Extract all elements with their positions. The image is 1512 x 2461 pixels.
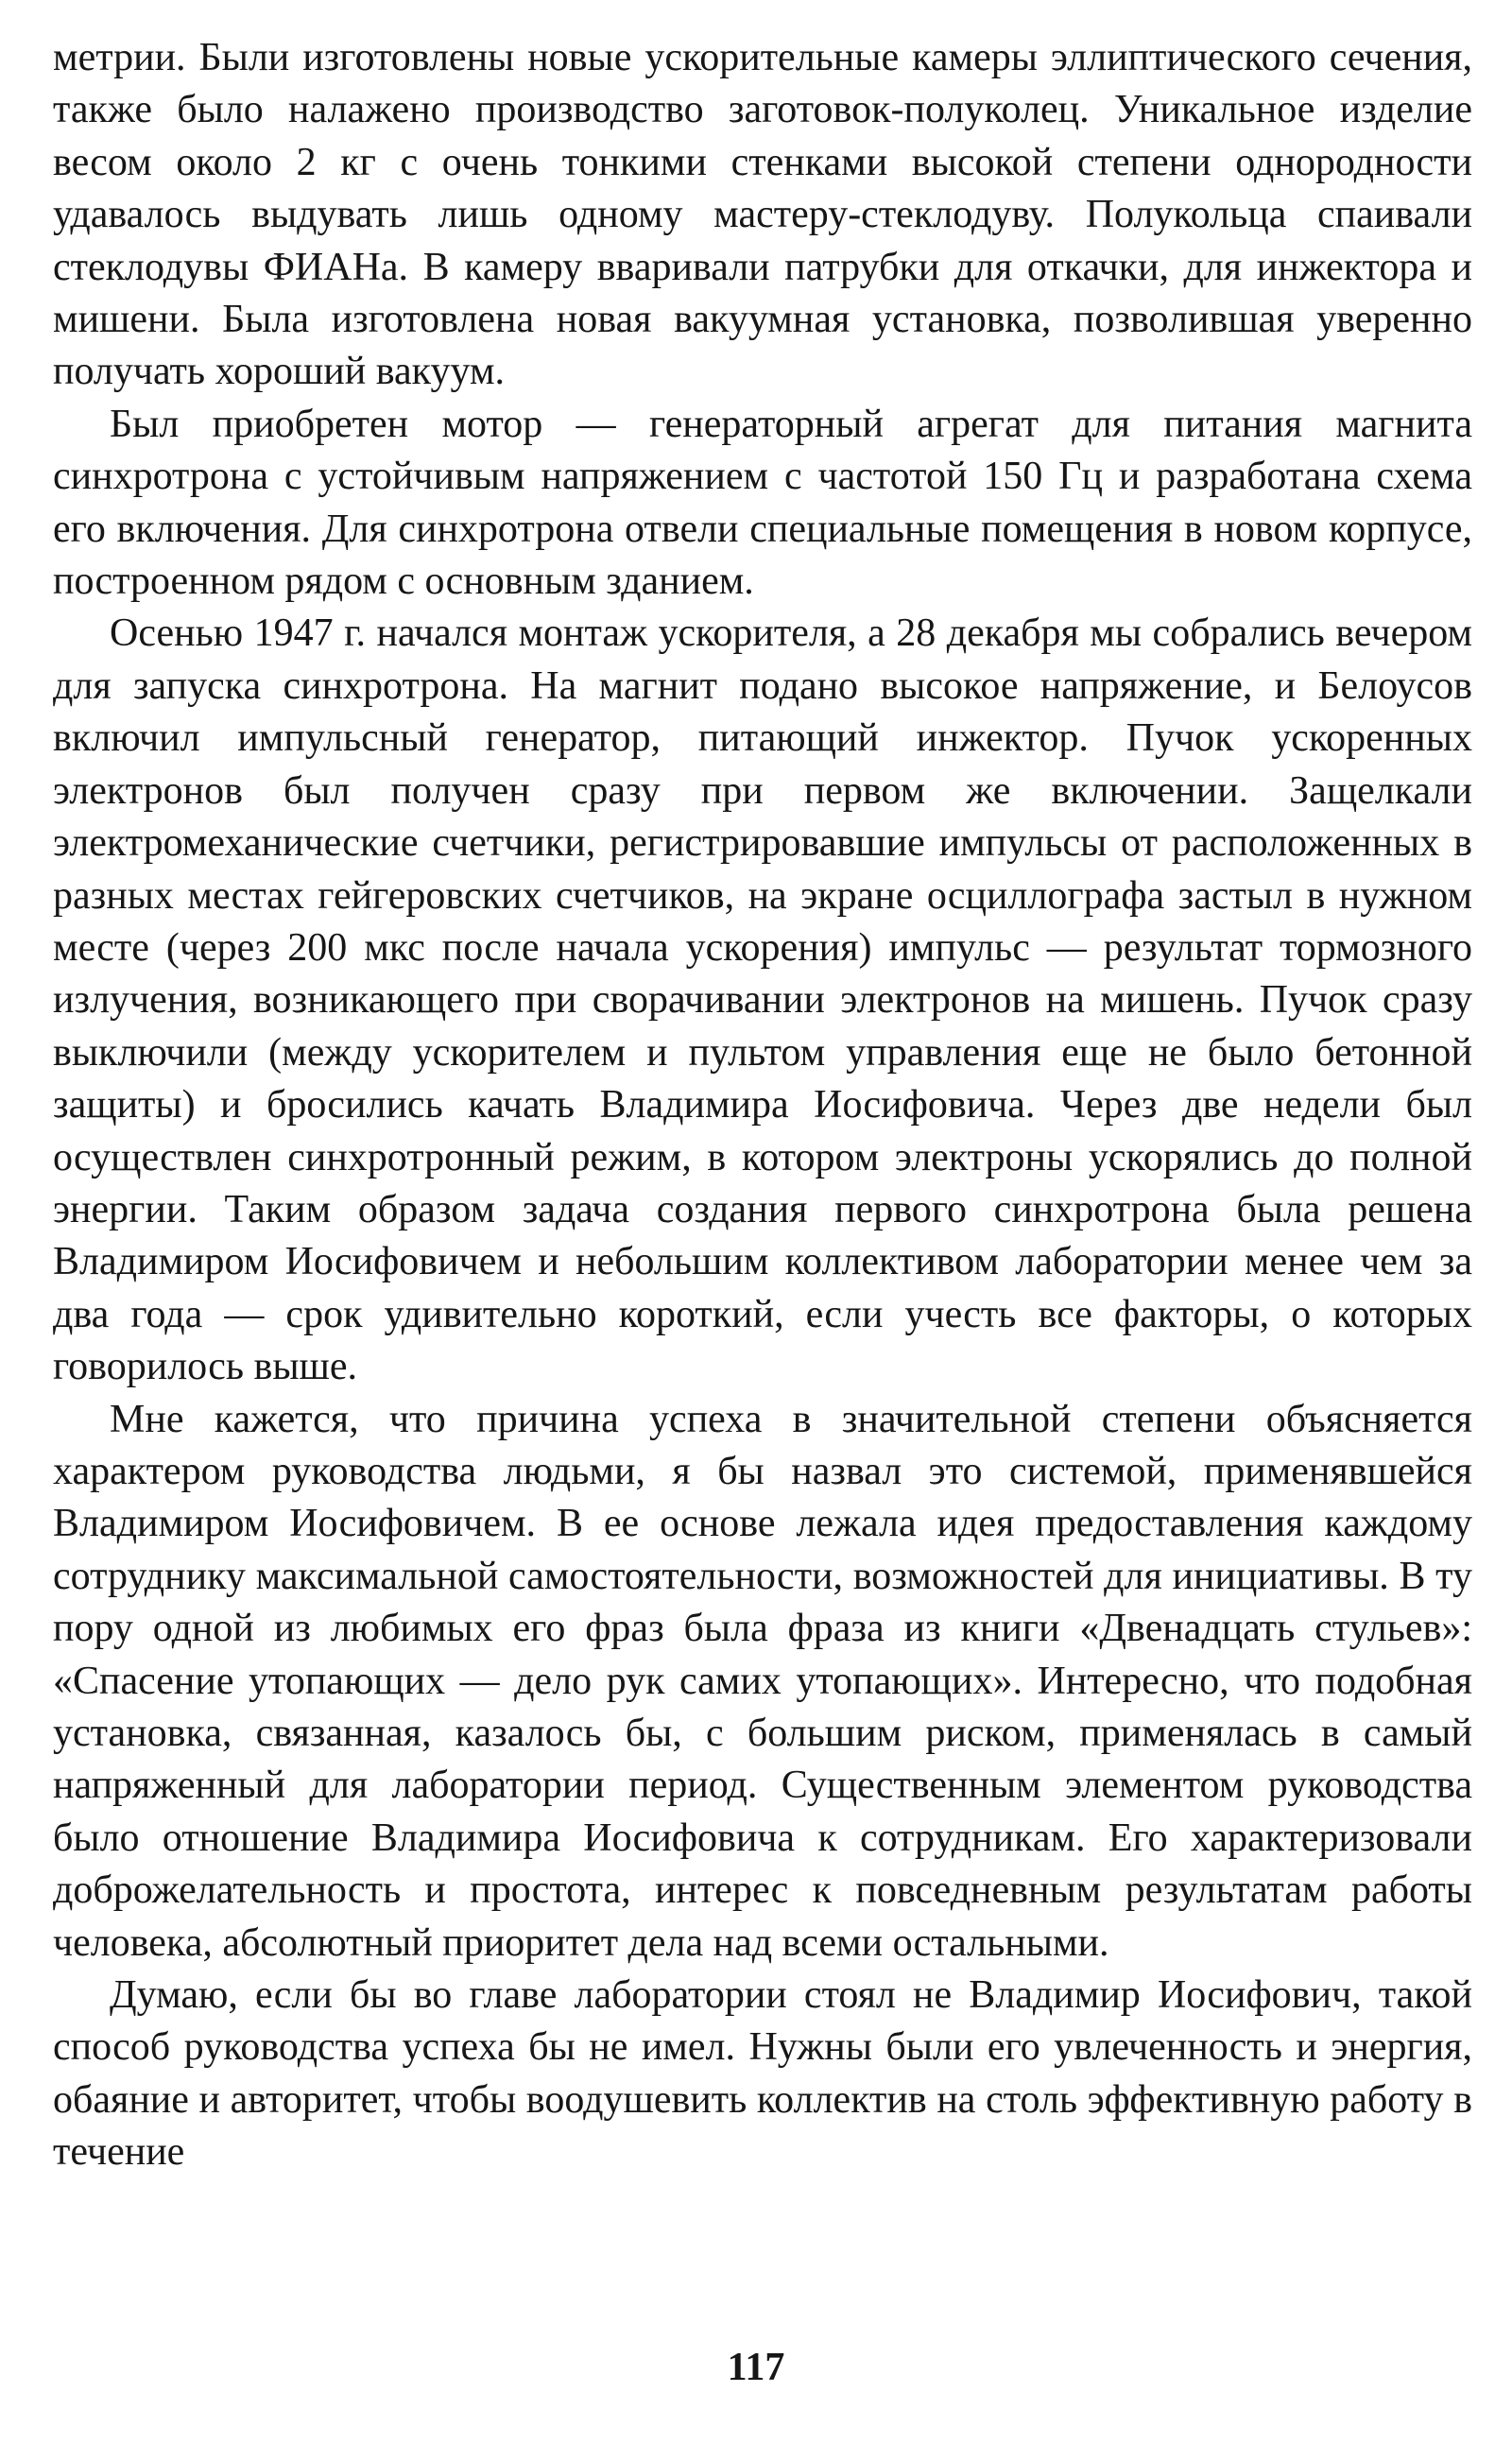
- paragraph-motor-generator: Был приобретен мотор — генераторный агрегат для питания магнита синхротрона с устойчивым напряжением с частотой 150 Гц и разработана схема его включения. Для синхротрона отвели специальные помещения в новом корпусе, построенном рядом с основным зданием.: [53, 402, 1472, 604]
- page-number: 117: [727, 2346, 785, 2389]
- paragraph-conclusion: Думаю, если бы во главе лаборатории стоял не Владимир Иосифович, такой способ руководства успеха бы не имел. Нужны были его увлеченность и энергия, обаяние и авторитет, чтобы воодушевить коллектив на столь эффективную работу в течение: [53, 1973, 1472, 2175]
- paragraph-synchrotron-launch: Осенью 1947 г. начался монтаж ускорителя, а 28 декабря мы собрались вечером для запуска синхротрона. На магнит подано высокое напряжение, и Белоусов включил импульсный генератор, питающий инжектор. Пучок ускоренных электронов был получен сразу при первом же включении. Защелкали электромеханические счетчики, регистрировавшие импульсы от расположенных в разных местах гейгеровских счетчиков, на экране осциллографа застыл в нужном месте (через 200 мкс после начала ускорения) импульс — результат тормозного излучения, возникающего при сворачивании электронов на мишень. Пучок сразу выключили (между ускорителем и пультом управления еще не было бетонной защиты) и бросились качать Владимира Иосифовича. Через две недели был осуществлен синхротронный режим, в котором электроны ускорялись до полной энергии. Таким образом задача создания первого синхротрона была решена Владимиром Иосифовичем и небольшим коллективом лаборатории менее чем за два года — срок удивительно короткий, если учесть все факторы, о которых говорилось выше.: [53, 611, 1472, 1389]
- page-body: [53, 32, 1472, 2179]
- paragraph-leadership-style: Мне кажется, что причина успеха в значительной степени объясняется характером руководства людьми, я бы назвал это системой, применявшейся Владимиром Иосифовичем. В ее основе лежала идея предоставления каждому сотруднику максимальной самостоятельности, возможностей для инициативы. В ту пору одной из любимых его фраз была фраза из книги «Двенадцать стульев»: «Спасение утопающих — дело рук самих утопающих». Интересно, что подобная установка, связанная, казалось бы, с большим риском, применялась в самый напряженный для лаборатории период. Существенным элементом руководства было отношение Владимира Иосифовича к сотрудникам. Его характеризовали доброжелательность и простота, интерес к повседневным результатам работы человека, абсолютный приоритет дела над всеми остальными.: [53, 1397, 1472, 1965]
- paragraph-continued: метрии. Были изготовлены новые ускорительные камеры эллиптического сечения, также было налажено производство заготовок-полуколец. Уникальное изделие весом около 2 кг с очень тонкими стенками высокой степени однородности удавалось выдувать лишь одному мастеру-стеклодуву. Полукольца спаивали стеклодувы ФИАНа. В камеру вваривали патрубки для откачки, для инжектора и мишени. Была изготовлена новая вакуумная установка, позволившая уверенно получать хороший вакуум.: [53, 36, 1472, 394]
